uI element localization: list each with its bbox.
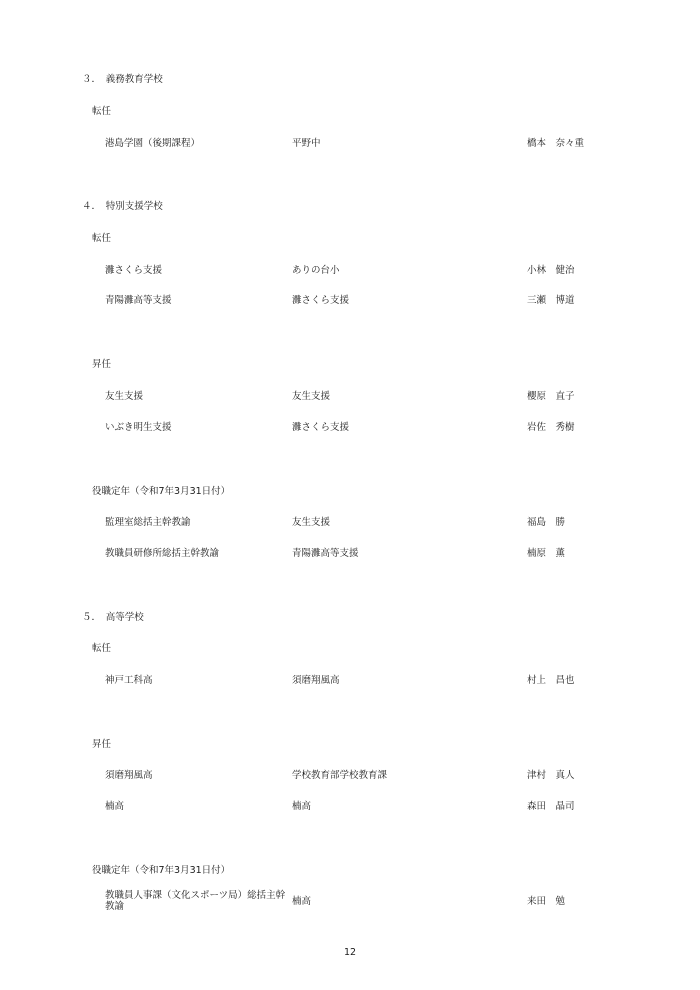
person-name-cell: 小林 健治	[527, 265, 575, 276]
section-heading-special-support: ４． 特別支援学校	[82, 201, 163, 212]
person-name-cell: 三瀬 博道	[527, 295, 575, 306]
section-heading-high-school: ５． 高等学校	[82, 612, 144, 623]
previous-post-cell: 楠高	[292, 896, 312, 907]
previous-post-cell: 須磨翔風高	[292, 675, 340, 686]
category-label-retirement: 役職定年（令和7年3月31日付）	[92, 865, 231, 876]
school-cell: 灘さくら支援	[105, 265, 163, 276]
category-label-promotion: 昇任	[92, 359, 112, 370]
person-name-cell: 村上 昌也	[527, 675, 575, 686]
school-cell: 友生支援	[105, 391, 144, 402]
person-name-cell: 森田 晶司	[527, 801, 575, 812]
person-name-cell: 橋本 奈々重	[527, 138, 585, 149]
previous-post-cell: 青陽灘高等支援	[292, 548, 359, 559]
person-name-cell: 楠原 薫	[527, 548, 566, 559]
category-label-promotion: 昇任	[92, 739, 112, 750]
previous-post-cell: 灘さくら支援	[292, 422, 350, 433]
school-cell: 楠高	[105, 801, 125, 812]
person-name-cell: 津村 真人	[527, 770, 575, 781]
school-cell: 港島学園（後期課程）	[105, 138, 201, 149]
previous-post-cell: 灘さくら支援	[292, 295, 350, 306]
category-label-transfer: 転任	[92, 233, 112, 244]
school-cell: 教職員人事課（文化スポーツ局）総括主幹教諭	[105, 890, 286, 912]
category-label-transfer: 転任	[92, 106, 112, 117]
person-name-cell: 櫻原 直子	[527, 391, 575, 402]
previous-post-cell: 友生支援	[292, 517, 331, 528]
school-cell: 須磨翔風高	[105, 770, 153, 781]
school-cell: 青陽灘高等支援	[105, 295, 172, 306]
person-name-cell: 岩佐 秀樹	[527, 422, 575, 433]
page-number: 12	[343, 947, 357, 958]
section-heading-compulsory-education: ３． 義務教育学校	[82, 74, 163, 85]
person-name-cell: 来田 勉	[527, 896, 566, 907]
previous-post-cell: 友生支援	[292, 391, 331, 402]
previous-post-cell: ありの台小	[292, 265, 340, 276]
category-label-retirement: 役職定年（令和7年3月31日付）	[92, 486, 231, 497]
category-label-transfer: 転任	[92, 643, 112, 654]
previous-post-cell: 楠高	[292, 801, 312, 812]
school-cell: いぶき明生支援	[105, 422, 172, 433]
person-name-cell: 福島 勝	[527, 517, 566, 528]
previous-post-cell: 学校教育部学校教育課	[292, 770, 388, 781]
school-cell: 神戸工科高	[105, 675, 153, 686]
school-cell: 監理室総括主幹教諭	[105, 517, 191, 528]
school-cell: 教職員研修所総括主幹教諭	[105, 548, 220, 559]
previous-post-cell: 平野中	[292, 138, 321, 149]
